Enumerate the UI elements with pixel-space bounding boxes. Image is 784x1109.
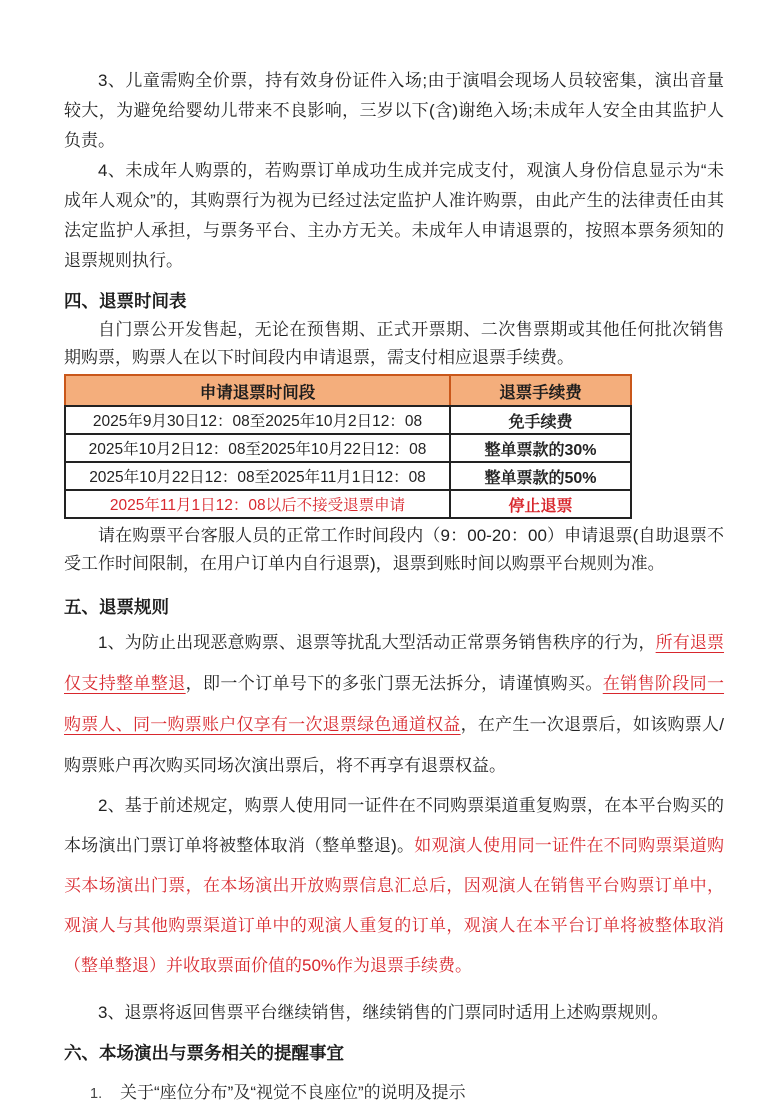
table-row (65, 462, 631, 490)
refund-schedule-title: 四、退票时间表 (64, 291, 187, 311)
text-segment: ，在产生一次退票后，如该购票人/购票账户再次购买同场次演出票后，将不再享有退票权益。 (64, 715, 724, 775)
fee-cell: 免手续费 (450, 406, 631, 434)
fee-cell: 停止退票 (450, 490, 631, 518)
text-segment: 2、基于前述规定，购票人使用同一证件在不同购票渠道重复购票，在本平台购买的本场演出门票订单将被整体取消（整单整退)。 (64, 796, 724, 855)
period-cell: 2025年10月2日12：08至2025年10月22日12：08 (65, 434, 450, 462)
refund-fee-table (64, 374, 632, 519)
text-segment: 所有退票仅支持整单整退 (64, 633, 725, 693)
refund-rules-paragraph-2 (64, 786, 724, 986)
table-header-period: 申请退票时间段 (65, 375, 450, 406)
reminder-item-1-number: 1. (90, 1086, 103, 1102)
period-cell: 2025年10月22日12：08至2025年11月1日12：08 (65, 462, 450, 490)
table-row (65, 434, 631, 462)
reminder-item-1 (90, 1078, 724, 1109)
fee-cell: 整单票款的50% (450, 462, 631, 490)
refund-rules-paragraph-1 (64, 622, 724, 786)
refund-service-hours-note: 请在购票平台客服人员的正常工作时间段内（9：00-20：00）申请退票(自助退票不受工作时间限制，在用户订单内自行退票)，退票到账时间以购票平台规则为准。 (64, 526, 724, 573)
reminder-item-1-text: 关于“座位分布”及“视觉不良座位”的说明及提示 (120, 1083, 466, 1102)
table-row (65, 490, 631, 518)
period-cell: 2025年11月1日12：08以后不接受退票申请 (65, 490, 450, 518)
minor-purchase-clause: 4、未成年人购票的，若购票订单成功生成并完成支付，观演人身份信息显示为“未成年人观众”的，其购票行为视为已经过法定监护人准许购票，由此产生的法律责任由其法定监护人承担，与票务平台、主办方无关。未成年人申请退票的，按照本票务须知的退票规则执行。 (64, 161, 724, 270)
reminders-title: 六、本场演出与票务相关的提醒事宜 (64, 1043, 344, 1063)
refund-schedule-intro: 自门票公开发售起，无论在预售期、正式开票期、二次售票期或其他任何批次销售期购票，购票人在以下时间段内申请退票，需支付相应退票手续费。 (64, 320, 724, 367)
table-row (65, 406, 631, 434)
refund-rules-title: 五、退票规则 (64, 597, 169, 617)
refund-rules-item-3: 3、退票将返回售票平台继续销售，继续销售的门票同时适用上述购票规则。 (98, 1003, 669, 1022)
table-header-fee: 退票手续费 (450, 375, 631, 406)
text-segment: 在销售阶段同一购票人、同一购票账户仅享有一次退票绿色通道权益 (64, 674, 725, 734)
fee-cell: 整单票款的30% (450, 434, 631, 462)
table-header-row (65, 375, 631, 406)
children-ticket-clause: 3、儿童需购全价票，持有效身份证件入场;由于演唱会现场人员较密集，演出音量较大，为避免给婴幼儿带来不良影响，三岁以下(含)谢绝入场;未成年人安全由其监护人负责。 (64, 71, 724, 150)
text-segment: 1、为防止出现恶意购票、退票等扰乱大型活动正常票务销售秩序的行为， (98, 633, 656, 652)
text-segment: ，即一个订单号下的多张门票无法拆分，请谨慎购买。 (185, 674, 603, 693)
period-cell: 2025年9月30日12：08至2025年10月2日12：08 (65, 406, 450, 434)
text-segment: 如观演人使用同一证件在不同购票渠道购买本场演出门票，在本场演出开放购票信息汇总后，因观演人在销售平台购票订单中，观演人与其他购票渠道订单中的观演人重复的订单，观演人在本平台订单将被整体取消（整单整退）并收取票面价值的50%作为退票手续费。 (64, 836, 724, 975)
